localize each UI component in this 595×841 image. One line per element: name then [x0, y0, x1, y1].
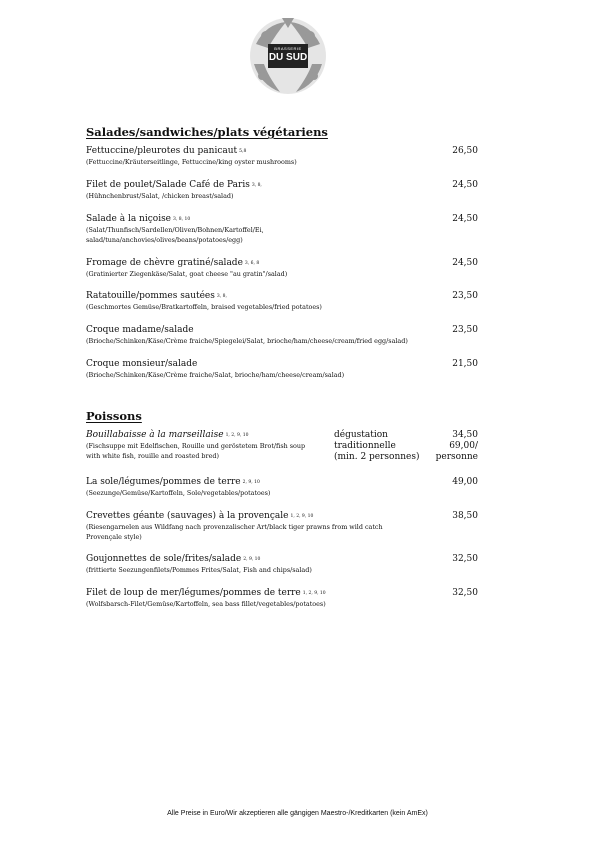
item-name: Croque monsieur/salade [86, 359, 198, 369]
item-description: (Salat/Thunfisch/Sardellen/Oliven/Bohnen/Kartoffel/Ei, [86, 226, 264, 234]
item-allergens: 3, 8, [216, 294, 227, 299]
footer-payment-note: Alle Preise in Euro/Wir akzeptieren alle gängigen Maestro-/Kreditkarten (kein AmEx) [167, 810, 428, 817]
item-description: (Riesengarnelen aus Wildfang nach provenzalischer Art/black tiger prawns from wild catch [86, 523, 383, 531]
item-allergens: 1, 2, 9, 10 [225, 433, 249, 438]
logo-line2: DU SUD [268, 52, 308, 63]
serving-note [334, 430, 420, 463]
item-description: (frittierte Seezungenfilets/Pommes Frites/Salat, Fish and chips/salad) [86, 566, 312, 574]
item-allergens: 3, 8, 10 [173, 217, 191, 222]
price-unit: personne [435, 452, 478, 462]
item-description: (Fischsuppe mit Edelfischen, Rouille und geröstetem Brot/fish soup [86, 442, 306, 450]
item-name: Filet de poulet/Salade Café de Paris [86, 180, 250, 190]
section-title-salades: Salades/sandwiches/plats végétariens [86, 125, 328, 139]
item-price: 32,50 [452, 588, 478, 598]
item-description: (Wolfsbarsch-Filet/Gemüse/Kartoffeln, sea bass fillet/vegetables/potatoes) [86, 600, 326, 608]
menu-item [86, 554, 478, 575]
item-price: 26,50 [452, 146, 478, 156]
item-description: (Hühnchenbrust/Salat, /chicken breast/salad) [86, 192, 234, 200]
section-title-poissons: Poissons [86, 409, 142, 423]
item-price: 21,50 [452, 359, 478, 369]
item-price: 24,50 [452, 214, 478, 224]
item-name: Filet de loup de mer/légumes/pommes de terre [86, 588, 301, 598]
item-allergens: 2, 9, 10 [243, 557, 261, 562]
item-name: Fromage de chèvre gratiné/salade [86, 258, 243, 268]
item-allergens: 1, 2, 9, 10 [302, 591, 326, 596]
item-price: 32,50 [452, 554, 478, 564]
item-price: 23,50 [452, 291, 478, 301]
price-per-person: 69,00/ [449, 441, 478, 451]
item-description: (Brioche/Schinken/Käse/Crème fraiche/Spiegelei/Salat, brioche/ham/cheese/cream/fried egg/salad) [86, 337, 408, 345]
item-price: 24,50 [452, 258, 478, 268]
item-allergens: 3, 8, [251, 183, 262, 188]
logo-line1: BRASSERIE [274, 46, 302, 51]
item-name: La sole/légumes/pommes de terre [86, 477, 241, 487]
price-single: 34,50 [452, 430, 478, 440]
menu-item [86, 511, 478, 542]
menu-item [86, 180, 478, 201]
item-price: 38,50 [452, 511, 478, 521]
item-description-line2: Provençale style) [86, 533, 142, 541]
item-name: Croque madame/salade [86, 325, 194, 335]
item-name: Bouillabaisse à la marseillaise [86, 430, 224, 440]
item-price [436, 430, 478, 463]
item-description-line2: with white fish, rouille and roasted bred) [86, 452, 219, 460]
menu-item [86, 359, 478, 380]
menu-item [86, 146, 478, 167]
item-price: 23,50 [452, 325, 478, 335]
item-price: 49,00 [452, 477, 478, 487]
menu-item [86, 258, 478, 279]
menu-item [86, 291, 478, 312]
item-name: Crevettes géante (sauvages) à la provençale [86, 511, 289, 521]
item-description: (Seezunge/Gemüse/Kartoffeln, Sole/vegetables/potatoes) [86, 489, 271, 497]
item-allergens: 5,8 [239, 149, 247, 154]
item-price: 24,50 [452, 180, 478, 190]
item-description: (Brioche/Schinken/Käse/Crème fraiche/Salat, brioche/ham/cheese/cream/salad) [86, 371, 345, 379]
menu-item [86, 477, 478, 498]
serving-note-line1: dégustation [334, 430, 388, 440]
menu-item [86, 325, 478, 346]
menu-item [86, 214, 478, 245]
menu-item [86, 430, 478, 461]
item-name: Goujonnettes de sole/frites/salade [86, 554, 242, 564]
item-name: Fettuccine/pleurotes du panicaut [86, 146, 238, 156]
item-description: (Gratinierter Ziegenkäse/Salat, goat cheese "au gratin"/salad) [86, 270, 288, 278]
item-description: (Fettuccine/Kräuterseitlinge, Fettuccine/king oyster mushrooms) [86, 158, 297, 166]
serving-note-line2: traditionnelle [334, 441, 396, 451]
item-allergens: 2, 9, 10 [242, 480, 260, 485]
item-name: Salade à la niçoise [86, 214, 172, 224]
item-description: (Geschmortes Gemüse/Bratkartoffeln, braised vegetables/fried potatoes) [86, 303, 322, 311]
brasserie-logo [246, 14, 330, 98]
item-allergens: 1, 2, 9, 10 [290, 514, 314, 519]
item-description-line2: salad/tuna/anchovies/olives/beans/potatoes/egg) [86, 236, 243, 244]
item-name: Ratatouille/pommes sautées [86, 291, 215, 301]
menu-item [86, 588, 478, 609]
item-allergens: 3, 6, 8 [244, 261, 260, 266]
serving-note-line3: (min. 2 personnes) [334, 452, 420, 462]
